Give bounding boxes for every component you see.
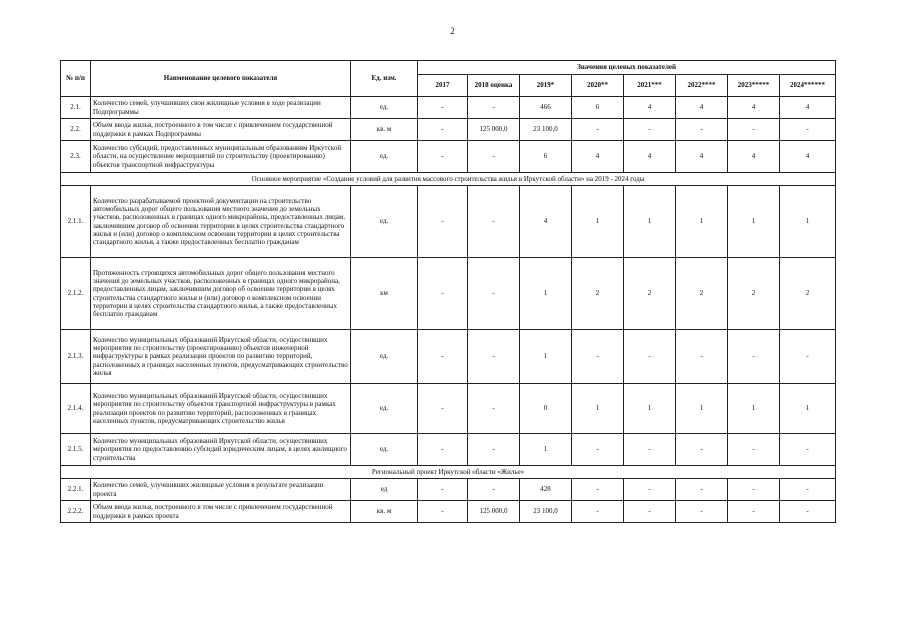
row-number: 2.3. (61, 141, 91, 173)
value-cell: - (572, 119, 624, 141)
section-title: Региональный проект Иркутской области «Жилье» (61, 466, 836, 479)
value-cell: 1 (520, 330, 572, 384)
value-cell: - (468, 141, 520, 173)
value-cell: 1 (520, 258, 572, 330)
value-cell: - (624, 479, 676, 501)
value-cell: - (728, 479, 780, 501)
unit-cell: ед (351, 479, 418, 501)
header-year: 2017 (418, 75, 468, 97)
header-year: 2018 оценка (468, 75, 520, 97)
value-cell: - (468, 434, 520, 466)
indicator-name: Количество муниципальных образований Иркутской области, осуществивших мероприятия по строительству (проектированию) объектов инженерной инфраструктуры в рамках реализации проектов по развитию территорий, расположенных в границах населенных пунктов, предусматривающих строительство жилья (91, 330, 351, 384)
value-cell: - (572, 479, 624, 501)
value-cell: - (468, 384, 520, 434)
value-cell: 1 (728, 384, 780, 434)
value-cell: - (418, 479, 468, 501)
value-cell: - (418, 501, 468, 523)
value-cell: 4 (728, 97, 780, 119)
value-cell: 4 (624, 97, 676, 119)
value-cell: - (418, 119, 468, 141)
value-cell: 6 (520, 141, 572, 173)
indicator-name: Количество муниципальных образований Иркутской области, осуществивших мероприятия по строительству объектов транспортной инфраструктуры в рамках реализации проектов по развитию территорий, расположенных в границах населенных пунктов, предусматривающих строительство жилья (91, 384, 351, 434)
header-year: 2021*** (624, 75, 676, 97)
value-cell: 4 (520, 186, 572, 258)
value-cell: - (418, 384, 468, 434)
indicator-name: Количество разрабатываемой проектной документации на строительство автомобильных дорог общего пользования местного значения до земельных участков, расположенных в границах одного микрорайона, предоставленных лицам, заключившим договор об освоении территории в целях строительства стандартного жилья и (или) договор о комплексном освоении территории в целях строительства стандартного жилья, а также предоставленных бесплатно гражданам (91, 186, 351, 258)
value-cell: - (728, 434, 780, 466)
unit-cell: ед. (351, 97, 418, 119)
section-row (61, 173, 836, 186)
value-cell: 1 (624, 186, 676, 258)
header-year: 2020** (572, 75, 624, 97)
value-cell: 1 (676, 384, 728, 434)
value-cell: - (676, 434, 728, 466)
value-cell: 125 000,0 (468, 119, 520, 141)
unit-cell: км (351, 258, 418, 330)
value-cell: - (418, 434, 468, 466)
value-cell: 1 (676, 186, 728, 258)
value-cell: - (624, 434, 676, 466)
value-cell: - (468, 479, 520, 501)
row-number: 2.1.2. (61, 258, 91, 330)
table-row (61, 479, 836, 501)
unit-cell: кв. м (351, 501, 418, 523)
value-cell: - (418, 330, 468, 384)
header-name: Наименование целевого показателя (91, 61, 351, 97)
value-cell: - (780, 501, 836, 523)
value-cell: 4 (572, 141, 624, 173)
value-cell: 6 (572, 97, 624, 119)
header-year: 2022**** (676, 75, 728, 97)
value-cell: 1 (728, 186, 780, 258)
page-number: 2 (450, 26, 455, 36)
value-cell: - (468, 97, 520, 119)
value-cell: - (572, 434, 624, 466)
table-row (61, 258, 836, 330)
value-cell: 2 (780, 258, 836, 330)
value-cell: - (676, 330, 728, 384)
value-cell: 1 (572, 186, 624, 258)
value-cell: - (780, 119, 836, 141)
value-cell: 4 (780, 141, 836, 173)
value-cell: 1 (572, 384, 624, 434)
value-cell: - (418, 97, 468, 119)
value-cell: - (418, 141, 468, 173)
value-cell: 4 (780, 97, 836, 119)
value-cell: - (418, 258, 468, 330)
value-cell: - (624, 501, 676, 523)
table-row (61, 97, 836, 119)
unit-cell: ед. (351, 141, 418, 173)
value-cell: - (468, 186, 520, 258)
value-cell: 2 (728, 258, 780, 330)
value-cell: 4 (624, 141, 676, 173)
indicator-name: Протяженность строящихся автомобильных дорог общего пользования местного значения до земельных участков, расположенных в границах одного микрорайона, предоставленных лицам, заключившим договор об освоении территории в целях строительства стандартного жилья и (или) договор о комплексном освоении территории в целях строительства стандартного жилья, а также предоставленных бесплатно гражданам (91, 258, 351, 330)
unit-cell: кв. м (351, 119, 418, 141)
table-row (61, 434, 836, 466)
table-row (61, 186, 836, 258)
row-number: 2.2.2. (61, 501, 91, 523)
value-cell: 1 (520, 434, 572, 466)
indicator-name: Объем ввода жилья, построенного в том числе с привлечением государственной поддержки в рамках проекта (91, 501, 351, 523)
value-cell: 125 000,0 (468, 501, 520, 523)
unit-cell: ед. (351, 384, 418, 434)
value-cell: - (728, 501, 780, 523)
value-cell: 4 (676, 97, 728, 119)
table-row (61, 119, 836, 141)
value-cell: - (624, 330, 676, 384)
table-row (61, 141, 836, 173)
value-cell: - (624, 119, 676, 141)
unit-cell: ед. (351, 434, 418, 466)
value-cell: 2 (624, 258, 676, 330)
unit-cell: ед. (351, 186, 418, 258)
header-unit: Ед. изм. (351, 61, 418, 97)
value-cell: - (676, 479, 728, 501)
value-cell: - (468, 258, 520, 330)
row-number: 2.1.4. (61, 384, 91, 434)
indicators-table (60, 60, 836, 523)
value-cell: 23 100,0 (520, 119, 572, 141)
value-cell: 2 (676, 258, 728, 330)
value-cell: 23 100,0 (520, 501, 572, 523)
value-cell: 0 (520, 384, 572, 434)
indicator-name: Количество семей, улучшивших жилищные условия в результате реализации проекта (91, 479, 351, 501)
header-year: 2019* (520, 75, 572, 97)
indicator-name: Количество муниципальных образований Иркутской области, осуществивших мероприятия по предоставлению субсидий юридическим лицам, в целях жилищного строительства (91, 434, 351, 466)
value-cell: 1 (780, 186, 836, 258)
value-cell: - (676, 119, 728, 141)
table-row (61, 384, 836, 434)
header-year: 2024****** (780, 75, 836, 97)
unit-cell: ед. (351, 330, 418, 384)
value-cell: - (780, 330, 836, 384)
row-number: 2.1. (61, 97, 91, 119)
value-cell: - (418, 186, 468, 258)
value-cell: 4 (676, 141, 728, 173)
row-number: 2.2.1. (61, 479, 91, 501)
value-cell: - (468, 330, 520, 384)
indicator-name: Количество субсидий, предоставленных муниципальным образованиям Иркутской области, на осуществление мероприятий по строительству (проектированию) объектов транспортной инфраструктуры (91, 141, 351, 173)
value-cell: - (572, 330, 624, 384)
row-number: 2.1.5. (61, 434, 91, 466)
row-number: 2.1.3. (61, 330, 91, 384)
section-row (61, 466, 836, 479)
value-cell: - (572, 501, 624, 523)
header-values-title: Значения целевых показателей (418, 61, 836, 75)
value-cell: 1 (624, 384, 676, 434)
header-num: № п/п (61, 61, 91, 97)
value-cell: - (780, 479, 836, 501)
table-row (61, 501, 836, 523)
value-cell: 466 (520, 97, 572, 119)
value-cell: - (780, 434, 836, 466)
section-title: Основное мероприятие «Создание условий для развития массового строительства жилья в Иркутской области» на 2019 - 2024 годы (61, 173, 836, 186)
indicator-name: Количество семей, улучшивших свои жилищные условия в ходе реализации Подпрограммы (91, 97, 351, 119)
indicator-name: Объем ввода жилья, построенного в том числе с привлечением государственной поддержки в рамках Подпрограммы (91, 119, 351, 141)
value-cell: - (728, 330, 780, 384)
value-cell: 2 (572, 258, 624, 330)
value-cell: 428 (520, 479, 572, 501)
header-year: 2023***** (728, 75, 780, 97)
row-number: 2.2. (61, 119, 91, 141)
value-cell: - (676, 501, 728, 523)
row-number: 2.1.1. (61, 186, 91, 258)
table-row (61, 330, 836, 384)
value-cell: 4 (728, 141, 780, 173)
value-cell: - (728, 119, 780, 141)
value-cell: 1 (780, 384, 836, 434)
